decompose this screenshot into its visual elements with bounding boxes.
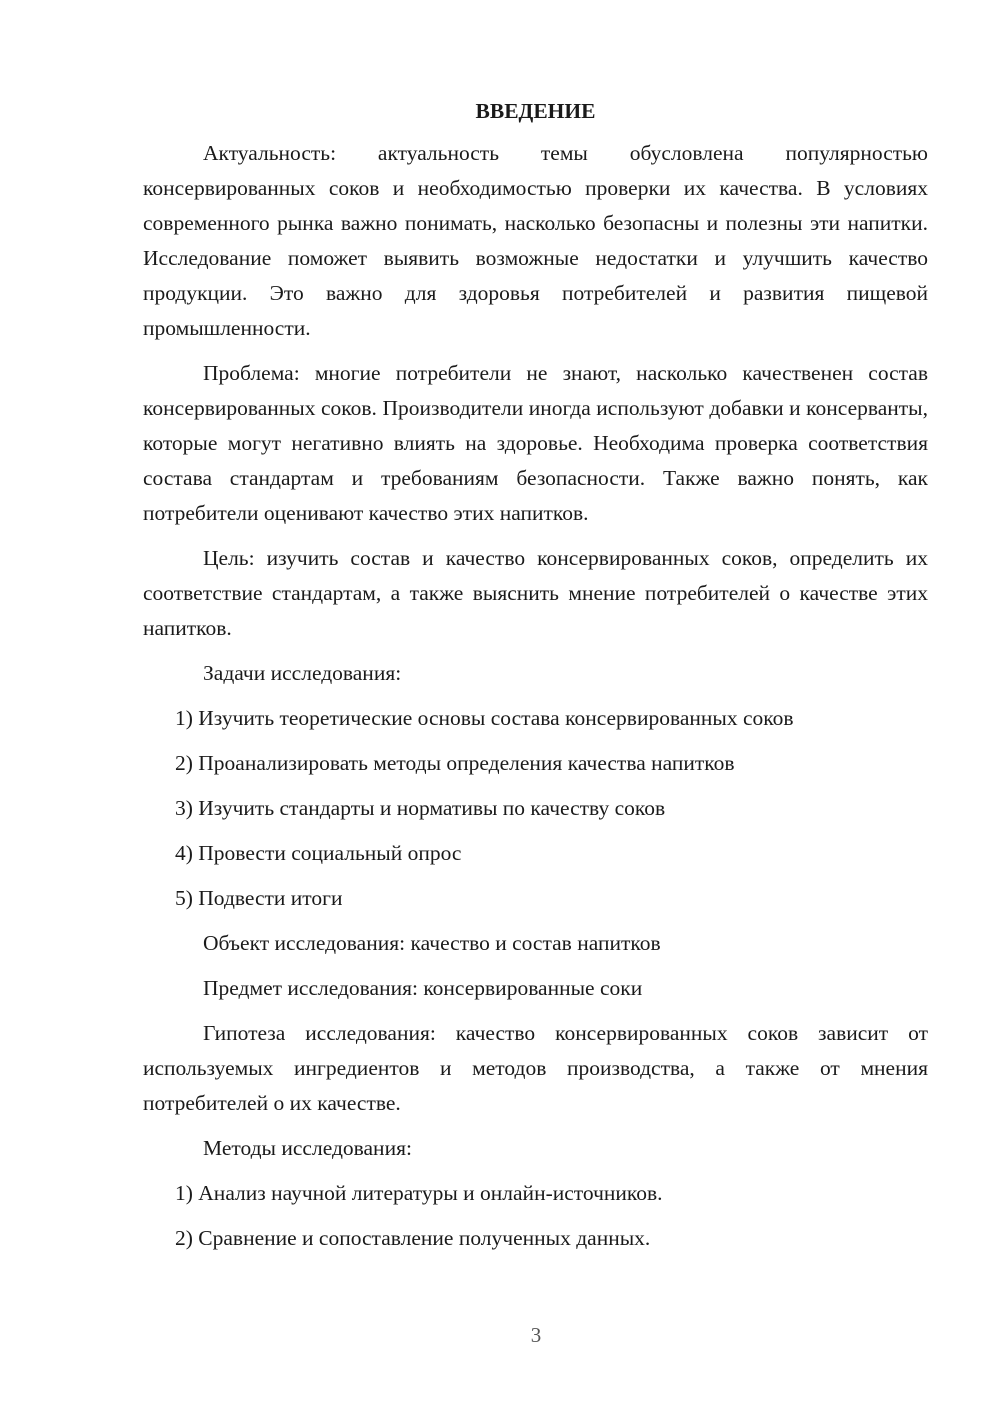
page-number: 3 — [530, 1323, 542, 1347]
task-item: 2) Проанализировать методы определения качества напитков — [175, 751, 735, 775]
hypothesis-paragraph: Гипотеза исследования: качество консервированных соков зависит от используемых ингредиентов и методов производства, а также от мнения потребителей о их качестве. — [143, 1021, 928, 1115]
research-subject: Предмет исследования: консервированные соки — [203, 976, 643, 1000]
document-page — [143, 96, 928, 1266]
task-item: 5) Подвести итоги — [175, 886, 343, 910]
method-item: 1) Анализ научной литературы и онлайн-источников. — [175, 1181, 663, 1205]
method-item: 2) Сравнение и сопоставление полученных данных. — [175, 1226, 651, 1250]
task-item: 1) Изучить теоретические основы состава консервированных соков — [175, 706, 794, 730]
task-item: 4) Провести социальный опрос — [175, 841, 462, 865]
task-item: 3) Изучить стандарты и нормативы по качеству соков — [175, 796, 666, 820]
methods-heading: Методы исследования: — [203, 1136, 412, 1160]
research-object: Объект исследования: качество и состав напитков — [203, 931, 661, 955]
goal-paragraph: Цель: изучить состав и качество консервированных соков, определить их соответствие стандартам, а также выяснить мнение потребителей о качестве этих напитков. — [143, 546, 928, 640]
problem-paragraph: Проблема: многие потребители не знают, насколько качественен состав консервированных соков. Производители иногда используют добавки и консерванты, которые могут негативно влиять на здоровье. Необходима проверка соответствия состава стандартам и требованиям безопасности. Также важно понять, как потребители оценивают качество этих напитков. — [143, 361, 928, 525]
relevance-paragraph: Актуальность: актуальность темы обусловлена популярностью консервированных соков и необходимостью проверки их качества. В условиях современного рынка важно понимать, насколько безопасны и полезны эти напитки. Исследование поможет выявить возможные недостатки и улучшить качество продукции. Это важно для здоровья потребителей и развития пищевой промышленности. — [143, 141, 928, 340]
section-title: ВВЕДЕНИЕ — [475, 99, 596, 123]
tasks-heading: Задачи исследования: — [203, 661, 402, 685]
